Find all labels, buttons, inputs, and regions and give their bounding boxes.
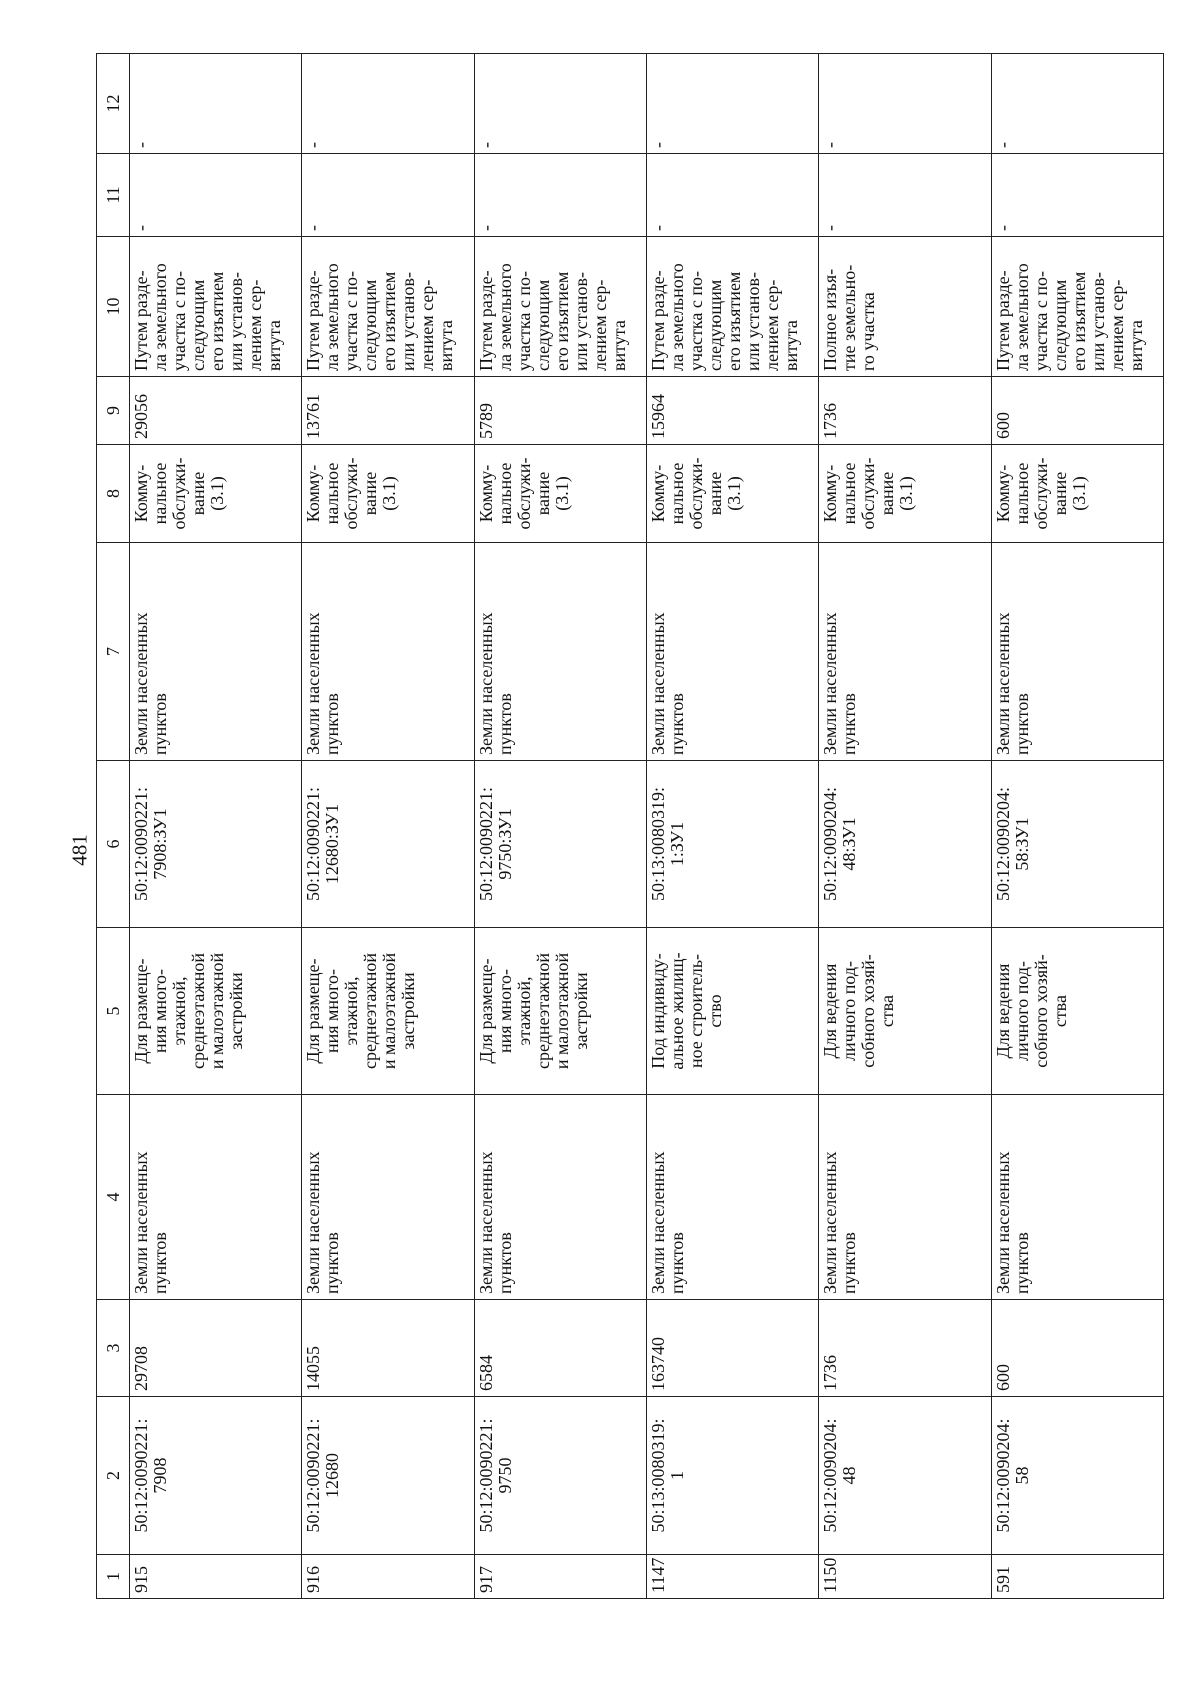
new-plot-number-cell: 50:12:0090204: 58:ЗУ1	[991, 761, 1163, 928]
use-type-cell: Комму- нальное обслужи- вание (3.1)	[646, 445, 818, 543]
header-cell: 12	[97, 54, 130, 154]
col11-cell: -	[302, 154, 474, 237]
header-cell: 9	[97, 377, 130, 445]
land-category-cell: Земли населенных пунктов	[130, 1095, 302, 1300]
new-area-cell: 5789	[474, 377, 646, 445]
new-area-cell: 15964	[646, 377, 818, 445]
new-land-category-cell: Земли населенных пунктов	[991, 543, 1163, 761]
header-cell: 5	[97, 928, 130, 1095]
table-row	[819, 54, 991, 1599]
header-row	[97, 54, 130, 1599]
row-number-cell: 1147	[646, 1555, 818, 1599]
land-category-cell: Земли населенных пунктов	[646, 1095, 818, 1300]
col12-cell: -	[991, 54, 1163, 154]
use-type-cell: Комму- нальное обслужи- вание (3.1)	[991, 445, 1163, 543]
header-cell: 6	[97, 761, 130, 928]
header-cell: 2	[97, 1397, 130, 1555]
permitted-use-cell: Для ведения личного под- собного хозяй- ства	[819, 928, 991, 1095]
new-area-cell: 600	[991, 377, 1163, 445]
col12-cell: -	[302, 54, 474, 154]
cadastral-number-cell: 50:12:0090204: 48	[819, 1397, 991, 1555]
table-row	[646, 54, 818, 1599]
area-cell: 14055	[302, 1300, 474, 1397]
new-area-cell: 1736	[819, 377, 991, 445]
header-cell: 10	[97, 237, 130, 377]
new-plot-number-cell: 50:12:0090204: 48:ЗУ1	[819, 761, 991, 928]
method-cell: Путем разде- ла земельного участка с по- следующим его изъятием или установ- лением сер- витута	[646, 237, 818, 377]
land-category-cell: Земли населенных пунктов	[474, 1095, 646, 1300]
page-number: 481	[67, 834, 92, 866]
method-cell: Путем разде- ла земельного участка с по- следующим его изъятием или установ- лением сер- витута	[130, 237, 302, 377]
col12-cell: -	[474, 54, 646, 154]
table-row	[302, 54, 474, 1599]
header-cell: 7	[97, 543, 130, 761]
header-cell: 8	[97, 445, 130, 543]
header-cell: 4	[97, 1095, 130, 1300]
table-row	[130, 54, 302, 1599]
method-cell: Путем разде- ла земельного участка с по- следующим его изъятием или установ- лением сер- витута	[302, 237, 474, 377]
new-plot-number-cell: 50:13:0080319: 1:ЗУ1	[646, 761, 818, 928]
method-cell: Путем разде- ла земельного участка с по- следующим его изъятием или установ- лением сер- витута	[474, 237, 646, 377]
area-cell: 6584	[474, 1300, 646, 1397]
use-type-cell: Комму- нальное обслужи- вание (3.1)	[474, 445, 646, 543]
col12-cell: -	[130, 54, 302, 154]
use-type-cell: Комму- нальное обслужи- вание (3.1)	[819, 445, 991, 543]
new-land-category-cell: Земли населенных пунктов	[474, 543, 646, 761]
new-land-category-cell: Земли населенных пунктов	[819, 543, 991, 761]
row-number-cell: 915	[130, 1555, 302, 1599]
new-area-cell: 29056	[130, 377, 302, 445]
rotated-table-container	[96, 54, 1164, 1599]
permitted-use-cell: Для размеще- ния много- этажной, среднеэтажной и малоэтажной застройки	[302, 928, 474, 1095]
cadastral-number-cell: 50:12:0090221: 9750	[474, 1397, 646, 1555]
row-number-cell: 591	[991, 1555, 1163, 1599]
col11-cell: -	[646, 154, 818, 237]
new-land-category-cell: Земли населенных пунктов	[646, 543, 818, 761]
area-cell: 29708	[130, 1300, 302, 1397]
land-category-cell: Земли населенных пунктов	[819, 1095, 991, 1300]
permitted-use-cell: Для ведения личного под- собного хозяй- ства	[991, 928, 1163, 1095]
table-row	[474, 54, 646, 1599]
area-cell: 600	[991, 1300, 1163, 1397]
permitted-use-cell: Для размеще- ния много- этажной, среднеэтажной и малоэтажной застройки	[130, 928, 302, 1095]
col12-cell: -	[819, 54, 991, 154]
land-category-cell: Земли населенных пунктов	[302, 1095, 474, 1300]
col11-cell: -	[991, 154, 1163, 237]
cadastral-number-cell: 50:12:0090221: 7908	[130, 1397, 302, 1555]
row-number-cell: 917	[474, 1555, 646, 1599]
table-body	[97, 54, 1164, 1599]
header-cell: 1	[97, 1555, 130, 1599]
header-cell: 3	[97, 1300, 130, 1397]
cadastral-number-cell: 50:13:0080319: 1	[646, 1397, 818, 1555]
new-plot-number-cell: 50:12:0090221: 12680:ЗУ1	[302, 761, 474, 928]
new-area-cell: 13761	[302, 377, 474, 445]
permitted-use-cell: Под индивиду- альное жилищ- ное строитель- ство	[646, 928, 818, 1095]
new-land-category-cell: Земли населенных пунктов	[130, 543, 302, 761]
table-row	[991, 54, 1163, 1599]
new-land-category-cell: Земли населенных пунктов	[302, 543, 474, 761]
new-plot-number-cell: 50:12:0090221: 9750:ЗУ1	[474, 761, 646, 928]
land-plots-table	[96, 53, 1164, 1599]
col11-cell: -	[130, 154, 302, 237]
col12-cell: -	[646, 54, 818, 154]
col11-cell: -	[819, 154, 991, 237]
new-plot-number-cell: 50:12:0090221: 7908:ЗУ1	[130, 761, 302, 928]
permitted-use-cell: Для размеще- ния много- этажной, среднеэтажной и малоэтажной застройки	[474, 928, 646, 1095]
use-type-cell: Комму- нальное обслужи- вание (3.1)	[302, 445, 474, 543]
area-cell: 1736	[819, 1300, 991, 1397]
area-cell: 163740	[646, 1300, 818, 1397]
cadastral-number-cell: 50:12:0090221: 12680	[302, 1397, 474, 1555]
row-number-cell: 1150	[819, 1555, 991, 1599]
use-type-cell: Комму- нальное обслужи- вание (3.1)	[130, 445, 302, 543]
cadastral-number-cell: 50:12:0090204: 58	[991, 1397, 1163, 1555]
col11-cell: -	[474, 154, 646, 237]
land-category-cell: Земли населенных пунктов	[991, 1095, 1163, 1300]
row-number-cell: 916	[302, 1555, 474, 1599]
method-cell: Полное изъя- тие земельно- го участка	[819, 237, 991, 377]
method-cell: Путем разде- ла земельного участка с по- следующим его изъятием или установ- лением сер- витута	[991, 237, 1163, 377]
header-cell: 11	[97, 154, 130, 237]
